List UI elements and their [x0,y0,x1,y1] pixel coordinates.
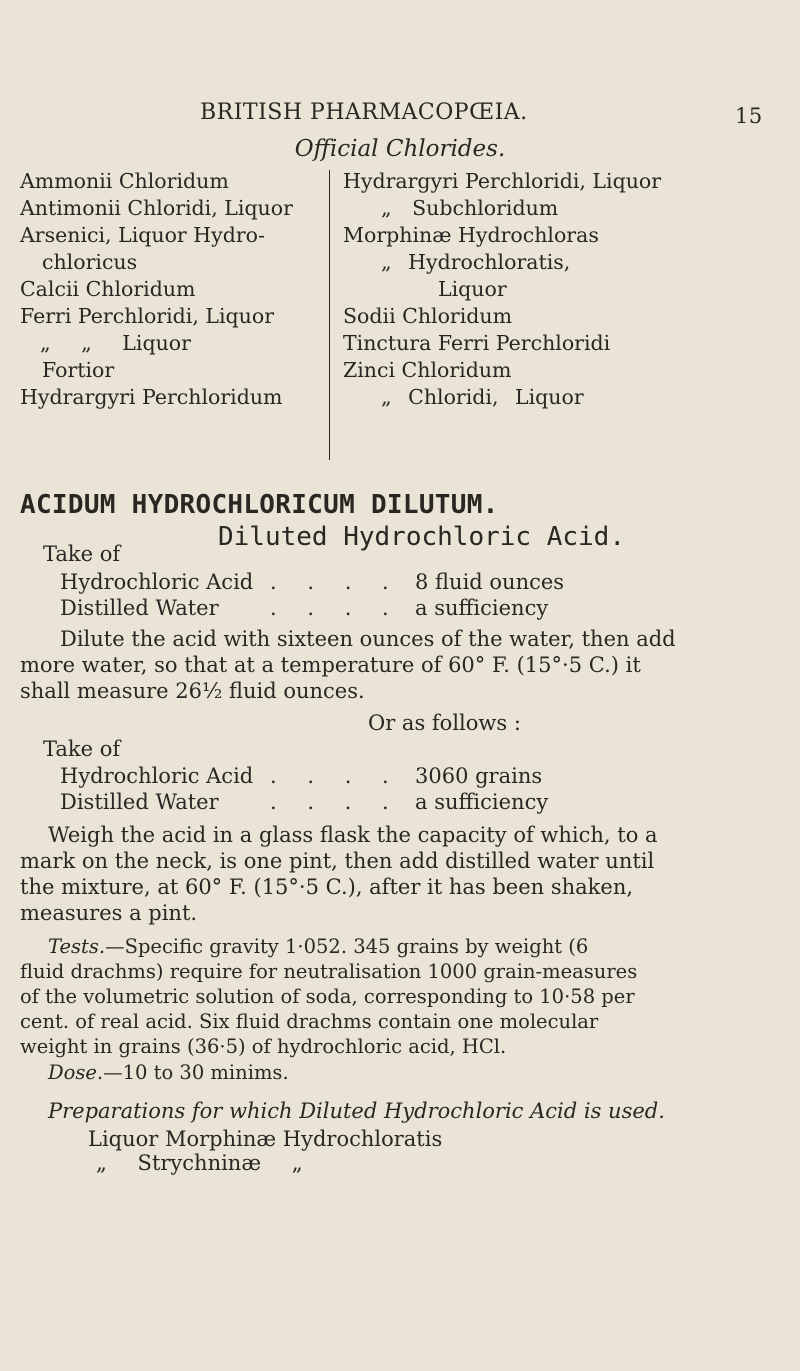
tests-line: cent. of real acid. Six fluid drachms contain one molecular [20,1010,599,1033]
ingredient-name: Distilled Water [60,790,219,814]
list-item: Hydrargyri Perchloridi, Liquor [343,169,662,193]
directions-line: mark on the neck, is one pint, then add distilled water until [20,849,655,873]
dot-leaders: . . . . [270,596,401,620]
ingredient-amount: 8 fluid ounces [415,570,565,594]
list-item: Hydrargyri Perchloridum [20,385,283,409]
recipe-row [60,570,680,596]
tests-label: Tests. [48,935,106,958]
list-item: Ammonii Chloridum [20,169,229,193]
recipe-row [60,790,680,816]
preparation-item: „ Strychninæ „ [96,1151,303,1175]
preparation-item: Liquor Morphinæ Hydrochloratis [88,1127,443,1151]
or-as-follows: Or as follows : [368,711,521,735]
ingredient-name: Hydrochloric Acid [60,570,254,594]
list-item: Antimonii Chloridi, Liquor [20,196,293,220]
directions-line: more water, so that at a temperature of 60° F. (15°·5 C.) it [20,653,641,677]
take-of-label: Take of [43,737,121,761]
recipe-row [60,596,680,622]
dose-line [48,1060,289,1085]
list-item: chloricus [42,250,138,274]
list-item: „ „ Liquor [40,331,191,355]
dot-leaders: . . . . [270,570,401,594]
list-item: „ Hydrochloratis, [381,250,571,274]
ingredient-amount: 3060 grains [415,764,543,788]
tests-text: —Specific gravity 1·052. 345 grains by weight (6 [105,935,589,958]
list-item: Ferri Perchloridi, Liquor [20,304,274,328]
dot-leaders: . . . . [270,764,401,788]
ingredient-name: Distilled Water [60,596,219,620]
official-chlorides-title: Official Chlorides. [294,136,506,162]
directions-line: shall measure 26½ fluid ounces. [20,679,365,703]
monograph-english-title: Diluted Hydrochloric Acid. [218,522,625,552]
list-item: Fortior [42,358,115,382]
list-item: Zinci Chloridum [343,358,512,382]
list-item: Sodii Chloridum [343,304,513,328]
running-title: BRITISH PHARMACOPŒIA. [200,100,528,125]
directions-line: the mixture, at 60° F. (15°·5 C.), after it has been shaken, [20,875,634,899]
directions-line: Dilute the acid with sixteen ounces of the water, then add [60,627,676,651]
list-item: Calcii Chloridum [20,277,196,301]
tests-line: fluid drachms) require for neutralisation 1000 grain-measures [20,960,638,983]
list-item: Tinctura Ferri Perchloridi [343,331,611,355]
ingredient-name: Hydrochloric Acid [60,764,254,788]
directions-line: measures a pint. [20,901,198,925]
dose-text: —10 to 30 minims. [103,1061,289,1084]
monograph-latin-title: ACIDUM HYDROCHLORICUM DILUTUM. [20,490,499,520]
tests-line: of the volumetric solution of soda, corresponding to 10·58 per [20,985,635,1008]
recipe-row [60,764,680,790]
list-item: Arsenici, Liquor Hydro- [20,223,265,247]
column-divider [329,170,330,460]
ingredient-amount: a sufficiency [415,790,549,814]
preparations-title: Preparations for which Diluted Hydrochloric Acid is used. [48,1099,665,1123]
dose-label: Dose. [48,1061,104,1084]
list-item: „ Subchloridum [381,196,559,220]
dot-leaders: . . . . [270,790,401,814]
list-item: Morphinæ Hydrochloras [343,223,599,247]
list-item: Liquor [438,277,507,301]
tests-line [48,934,588,959]
directions-line: Weigh the acid in a glass flask the capacity of which, to a [48,823,658,847]
chlorides-right-column [343,168,793,411]
take-of-label: Take of [43,542,121,566]
page-number: 15 [735,104,763,128]
tests-line: weight in grains (36·5) of hydrochloric acid, HCl. [20,1035,507,1058]
chlorides-left-column [20,168,320,411]
ingredient-amount: a sufficiency [415,596,549,620]
list-item: „ Chloridi, Liquor [381,385,584,409]
